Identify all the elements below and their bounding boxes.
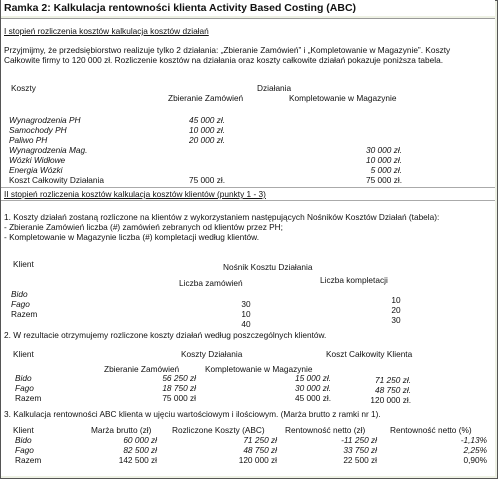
separator [1,187,495,188]
stage2-point1-item-b: - Kompletowanie w Magazynie liczba (#) kompletacji według klientów. [4,232,260,242]
t1-client-row: Razem [11,309,38,319]
box-title: Ramka 2: Kalkulacja rentowności klienta Activity Based Costing (ABC) [1,0,495,16]
stage2-point1: 1. Koszty działań zostaną rozliczone na klientów z wykorzystaniem następujących Nośników Kosztów Działań (tabela): [4,212,440,222]
t3-net-profit-value: 33 750 zł [343,445,377,455]
t2-orders-header: Zbieranie Zamówień [104,364,180,374]
activity2-col-header: Kompletowanie w Magazynie [289,93,397,103]
t2-costs-header: Koszty Działania [181,349,243,359]
t1-client-header: Klient [13,259,34,269]
t1-orders-header: Liczba zamówień [179,278,243,288]
costs-col-header: Koszty [11,83,36,93]
t3-net-profit-value: 22 500 zł [343,455,377,465]
total-cost-label: Koszt Całkowity Działania [9,175,104,185]
t2-completions-value: 30 000 zł. [295,383,331,393]
t2-client-row: Fago [15,383,34,393]
t2-total-header: Koszt Całkowity Klienta [326,349,413,359]
t3-margin-value: 60 000 zł [123,435,157,445]
t3-client-row: Fago [15,445,34,455]
stage2-heading: II stopień rozliczenia kosztów kalkulacja kosztów klientów (punkty 1 - 3) [4,189,266,199]
cost-row-label: Wynagrodzenia PH [9,115,81,125]
stage1-heading: I stopień rozliczenia kosztów kalkulacja kosztów działań [4,26,209,36]
t1-client-row: Fago [11,299,30,309]
t3-net-profit-pct: 0,90% [463,455,487,465]
cost-row-a1: 10 000 zł. [189,125,225,135]
stage1-intro-line1: Przyjmijmy, że przedsiębiorstwo realizuje tylko 2 działania: „Zbieranie Zamówień” i „Kompletowanie w Magazynie”. Koszty [4,45,451,55]
t2-completions-value: 45 000 zł. [295,393,331,403]
t2-completions-header: Kompletowanie w Magazynie [205,364,313,374]
t3-margin-value: 142 500 zł [118,455,157,465]
t2-total-value: 71 250 zł. [375,375,411,385]
stage2-point3: 3. Kalkulacja rentowności ABC klienta w ujęciu wartościowym i ilościowym. (Marża brutto z ramki nr 1). [4,409,381,419]
t1-completions-header: Liczba kompletacji [320,275,388,285]
t2-orders-value: 18 750 zł [162,383,196,393]
t2-orders-value: 75 000 zł [162,393,196,403]
content-panel [1,18,495,476]
t2-orders-value: 56 250 zł [162,373,196,383]
t2-total-value: 120 000 zł. [370,395,411,405]
t1-orders-value: 10 [241,309,251,319]
activity1-col-header: Zbieranie Zamówień [168,93,244,103]
t3-header: Rentowność netto (zł) [285,425,366,435]
activities-col-header: Działania [257,83,292,93]
t3-abc-costs-value: 48 750 zł [243,445,277,455]
t3-client-row: Bido [15,435,32,445]
t1-completions-value: 20 [391,305,401,315]
t3-header: Klient [13,425,34,435]
t2-total-value: 48 750 zł. [375,385,411,395]
t3-header: Marża brutto (zł) [91,425,152,435]
t3-net-profit-pct: 2,25% [463,445,487,455]
t3-abc-costs-value: 71 250 zł [243,435,277,445]
t2-completions-value: 15 000 zł. [295,373,331,383]
cost-row-a2: 10 000 zł. [366,155,402,165]
cost-row-a1: 45 000 zł. [189,115,225,125]
cost-row-a2: 5 000 zł. [370,165,402,175]
t1-orders-value: 40 [241,319,251,329]
cost-row-a1: 20 000 zł. [189,135,225,145]
t3-net-profit-pct: -1,13% [460,435,487,445]
t3-abc-costs-value: 120 000 zł [238,455,277,465]
total-cost-a1: 75 000 zł. [189,175,225,185]
cost-row-label: Energia Wózki [9,165,63,175]
t3-net-profit-value: -11 250 zł [341,435,377,445]
cost-row-label: Paliwo PH [9,135,48,145]
t3-client-row: Razem [15,455,42,465]
t1-carrier-header: Nośnik Kosztu Działania [223,262,313,272]
t2-client-row: Razem [15,393,42,403]
t3-header: Rozliczone Koszty (ABC) [172,425,265,435]
t1-completions-value: 10 [391,295,401,305]
t1-client-row: Bido [11,289,28,299]
t2-client-header: Klient [13,349,34,359]
t1-orders-value: 30 [241,299,251,309]
cost-row-label: Samochody PH [9,125,67,135]
cost-row-label: Wynagrodzenia Mag. [9,145,88,155]
separator [1,200,495,201]
stage2-point1-item-a: - Zbieranie Zamówień liczba (#) zamówień zebranych od klientów przez PH; [4,222,283,232]
t1-completions-value: 30 [391,315,401,325]
t2-client-row: Bido [15,373,32,383]
stage1-intro-line2: Całkowite firmy to 120 000 zł. Rozliczenie kosztów na działania oraz koszty całkowite działań pokazuje poniższa tabela. [4,55,444,65]
t3-margin-value: 82 500 zł [123,445,157,455]
cost-row-a2: 30 000 zł. [366,145,402,155]
stage2-point2: 2. W rezultacie otrzymujemy rozliczone koszty działań według poszczególnych klientów. [4,330,327,340]
total-cost-a2: 75 000 zł. [366,175,402,185]
t3-header: Rentowność netto (%) [390,425,472,435]
cost-row-label: Wózki Widłowe [9,155,66,165]
